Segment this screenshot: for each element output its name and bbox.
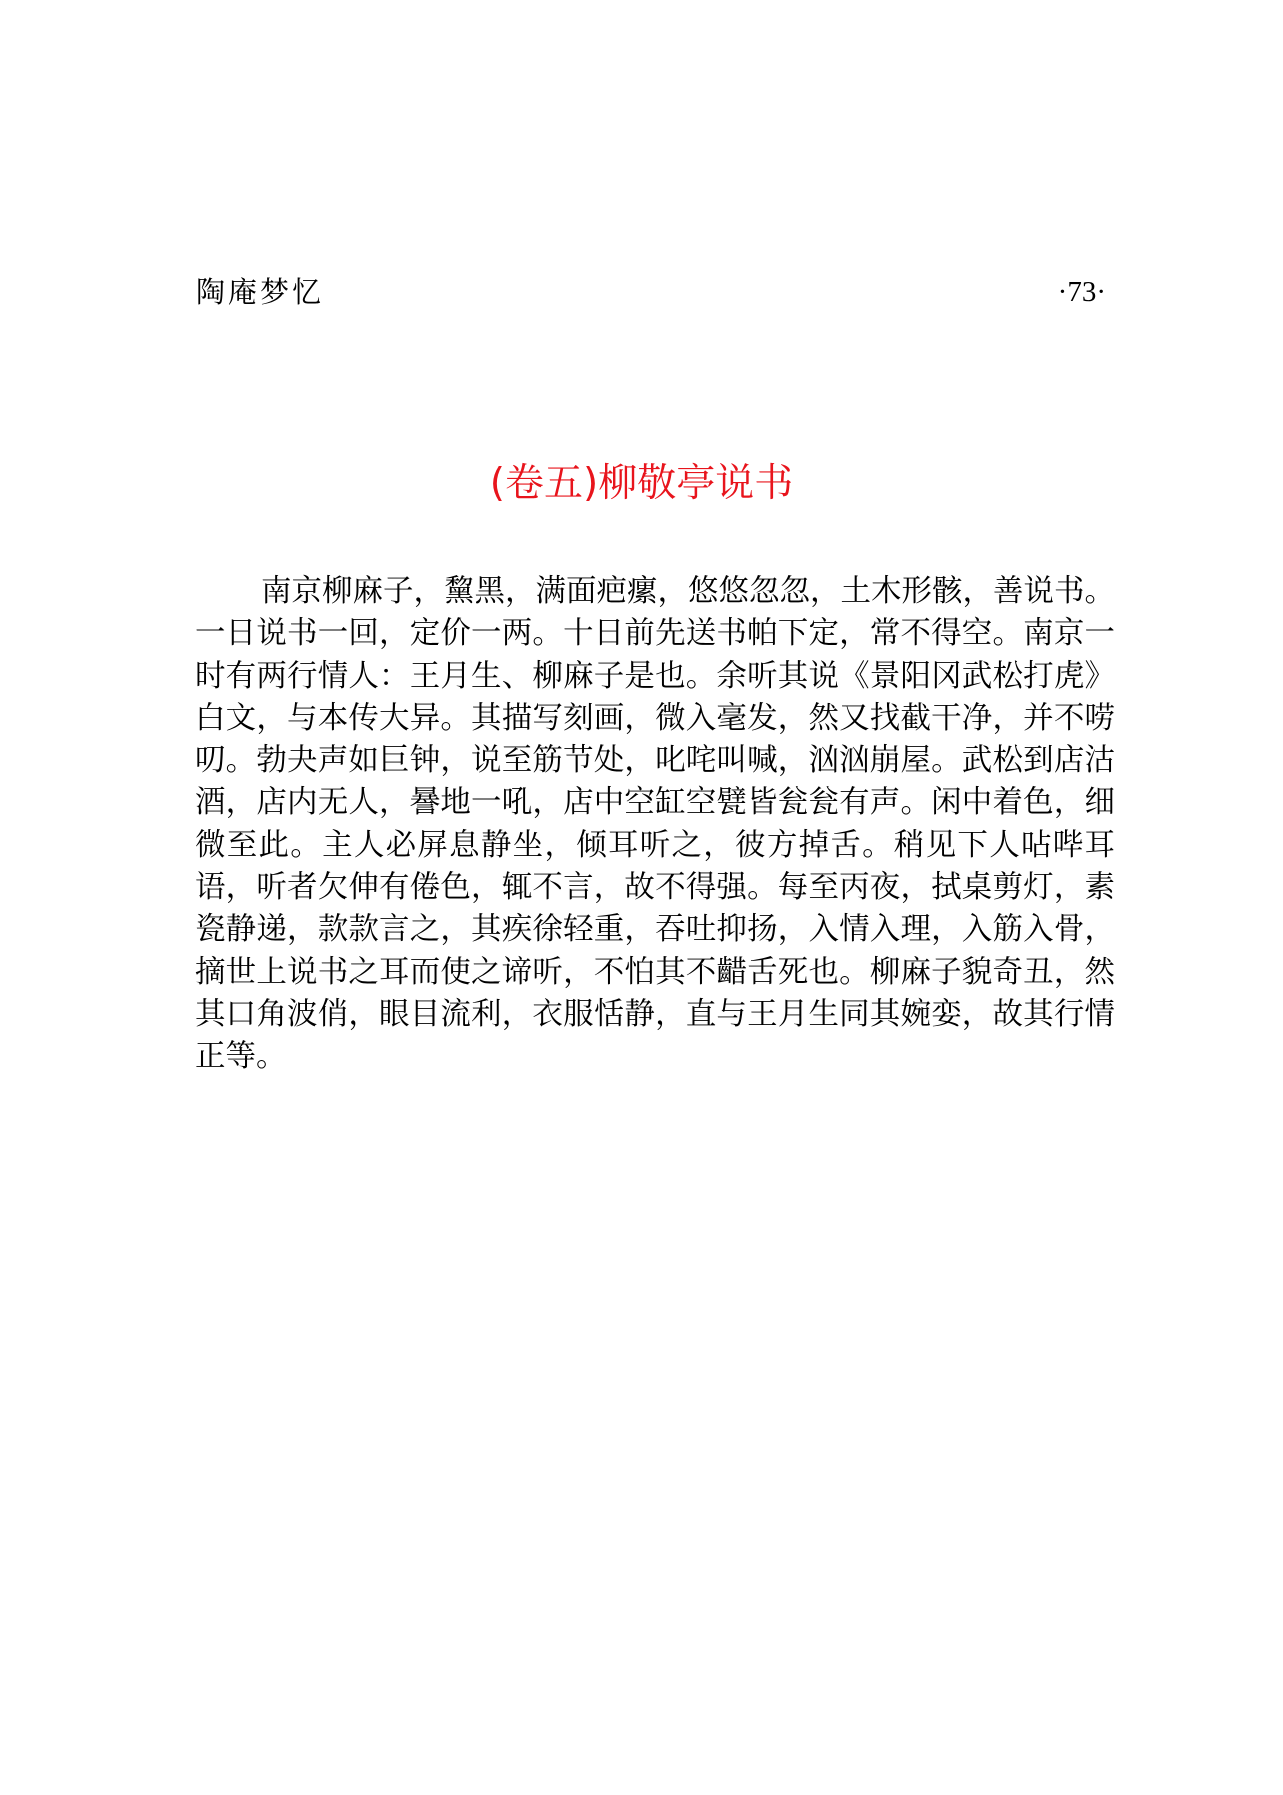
page-number: ·73·	[1057, 276, 1106, 308]
chapter-title: (卷五)柳敬亭说书	[489, 461, 794, 506]
running-head-book-title: 陶庵梦忆	[196, 275, 325, 309]
body-paragraph: 南京柳麻子，黧黑，满面疤瘰，悠悠忽忽，土木形骸，善说书。一日说书一回，定价一两。十日前先送书帕下定，常不得空。南京一时有两行情人：王月生、柳麻子是也。余听其说《景阳冈武松打虎》白文，与本传大异。其描写刻画，微入毫发，然又找截干净，并不唠叨。勃夬声如巨钟，说至筋节处，叱咤叫喊，汹汹崩屋。武松到店沽酒，店内无人，謈地一吼，店中空缸空甓皆瓮瓮有声。闲中着色，细微至此。主人必屏息静坐，倾耳听之，彼方掉舌。稍见下人呫哔耳语，听者欠伸有倦色，辄不言，故不得强。每至丙夜，拭桌剪灯，素瓷静递，款款言之，其疾徐轻重，吞吐抑扬，入情入理，入筋入骨，摘世上说书之耳而使之谛听，不怕其不齰舌死也。柳麻子貌奇丑，然其口角波俏，眼目流利，衣服恬静，直与王月生同其婉娈，故其行情正等。	[195, 574, 1115, 1075]
page-header	[196, 272, 1106, 312]
